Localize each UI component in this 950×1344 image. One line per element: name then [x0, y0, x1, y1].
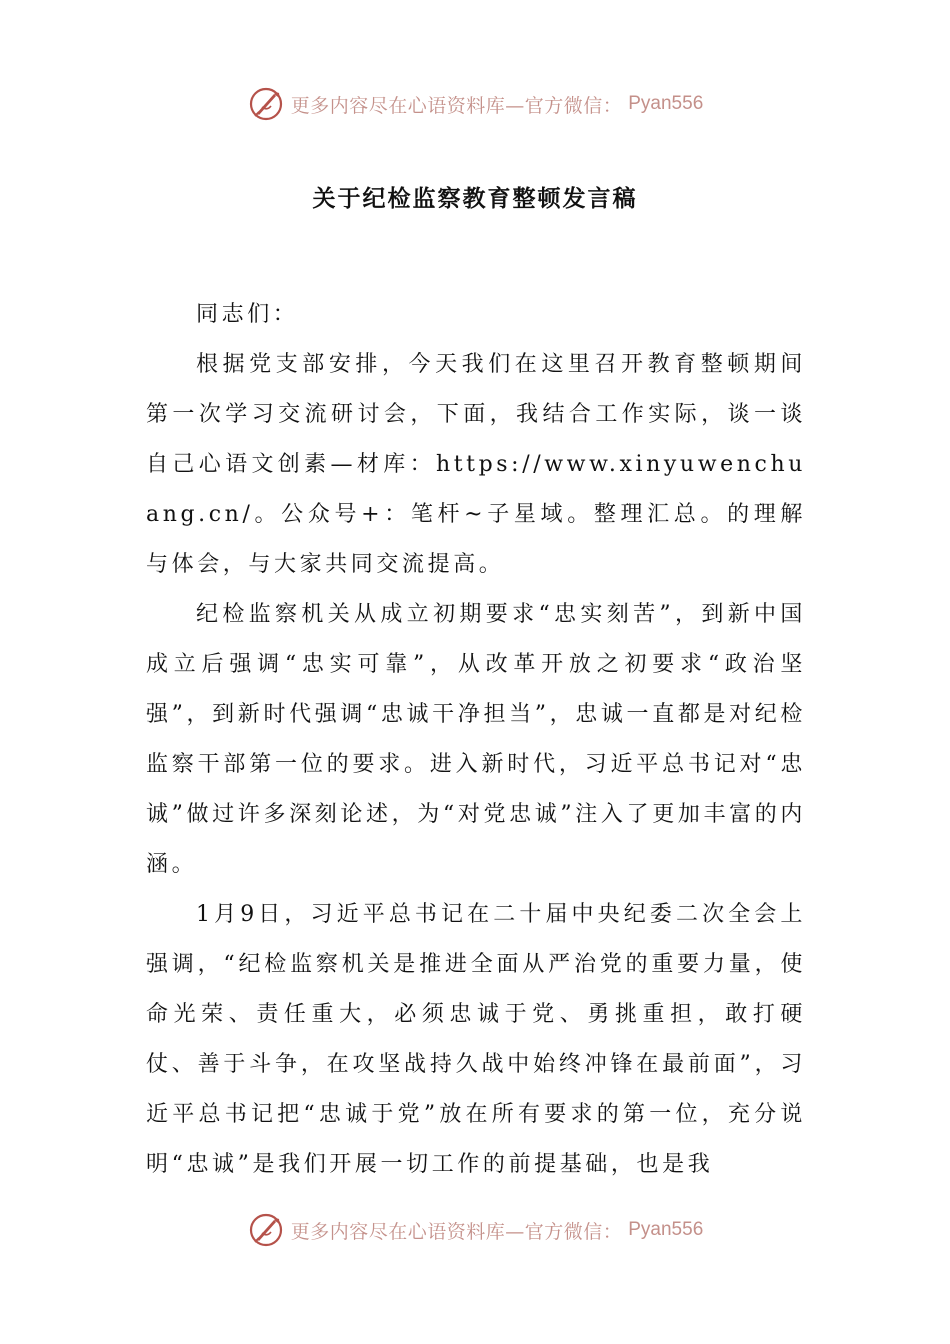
watermark-banner-top — [0, 82, 950, 126]
watermark-banner-bottom — [0, 1208, 950, 1252]
document-body — [146, 290, 806, 1190]
paragraph-history: 纪检监察机关从成立初期要求“忠实刻苦”，到新中国成立后强调“忠实可靠”，从改革开放之初要求“政治坚强”，到新时代强调“忠诚干净担当”，忠诚一直都是对纪检监察干部第一位的要求。进入新时代，习近平总书记对“忠诚”做过许多深刻论述，为“对党忠诚”注入了更加丰富的内涵。 — [146, 602, 806, 877]
document-title: 关于纪检监察教育整顿发言稿 — [312, 186, 638, 212]
paragraph-speech: 1月9日，习近平总书记在二十届中央纪委二次全会上强调，“纪检监察机关是推进全面从严治党的重要力量，使命光荣、责任重大，必须忠诚于党、勇挑重担，敢打硬仗、善于斗争，在攻坚战持久战中始终冲锋在最前面”，习近平总书记把“忠诚于党”放在所有要求的第一位，充分说明“忠诚”是我们开展一切工作的前提基础，也是我 — [146, 902, 806, 1177]
quill-pen-logo-icon — [247, 85, 285, 123]
watermark-contact: Pyan556 — [628, 1219, 704, 1240]
paragraph-greeting: 同志们： — [196, 302, 299, 327]
watermark-text: 更多内容尽在心语资料库—官方微信： — [290, 94, 623, 117]
watermark-contact: Pyan556 — [628, 93, 704, 114]
paragraph-intro: 根据党支部安排，今天我们在这里召开教育整顿期间第一次学习交流研讨会，下面，我结合工作实际，谈一谈自己心语文创素—材库：https://www.xinyuwenchuang.cn/。公众号+：笔杆~子星域。整理汇总。的理解与体会，与大家共同交流提高。 — [146, 352, 806, 577]
quill-pen-logo-icon — [247, 1211, 285, 1249]
watermark-text: 更多内容尽在心语资料库—官方微信： — [290, 1220, 623, 1243]
